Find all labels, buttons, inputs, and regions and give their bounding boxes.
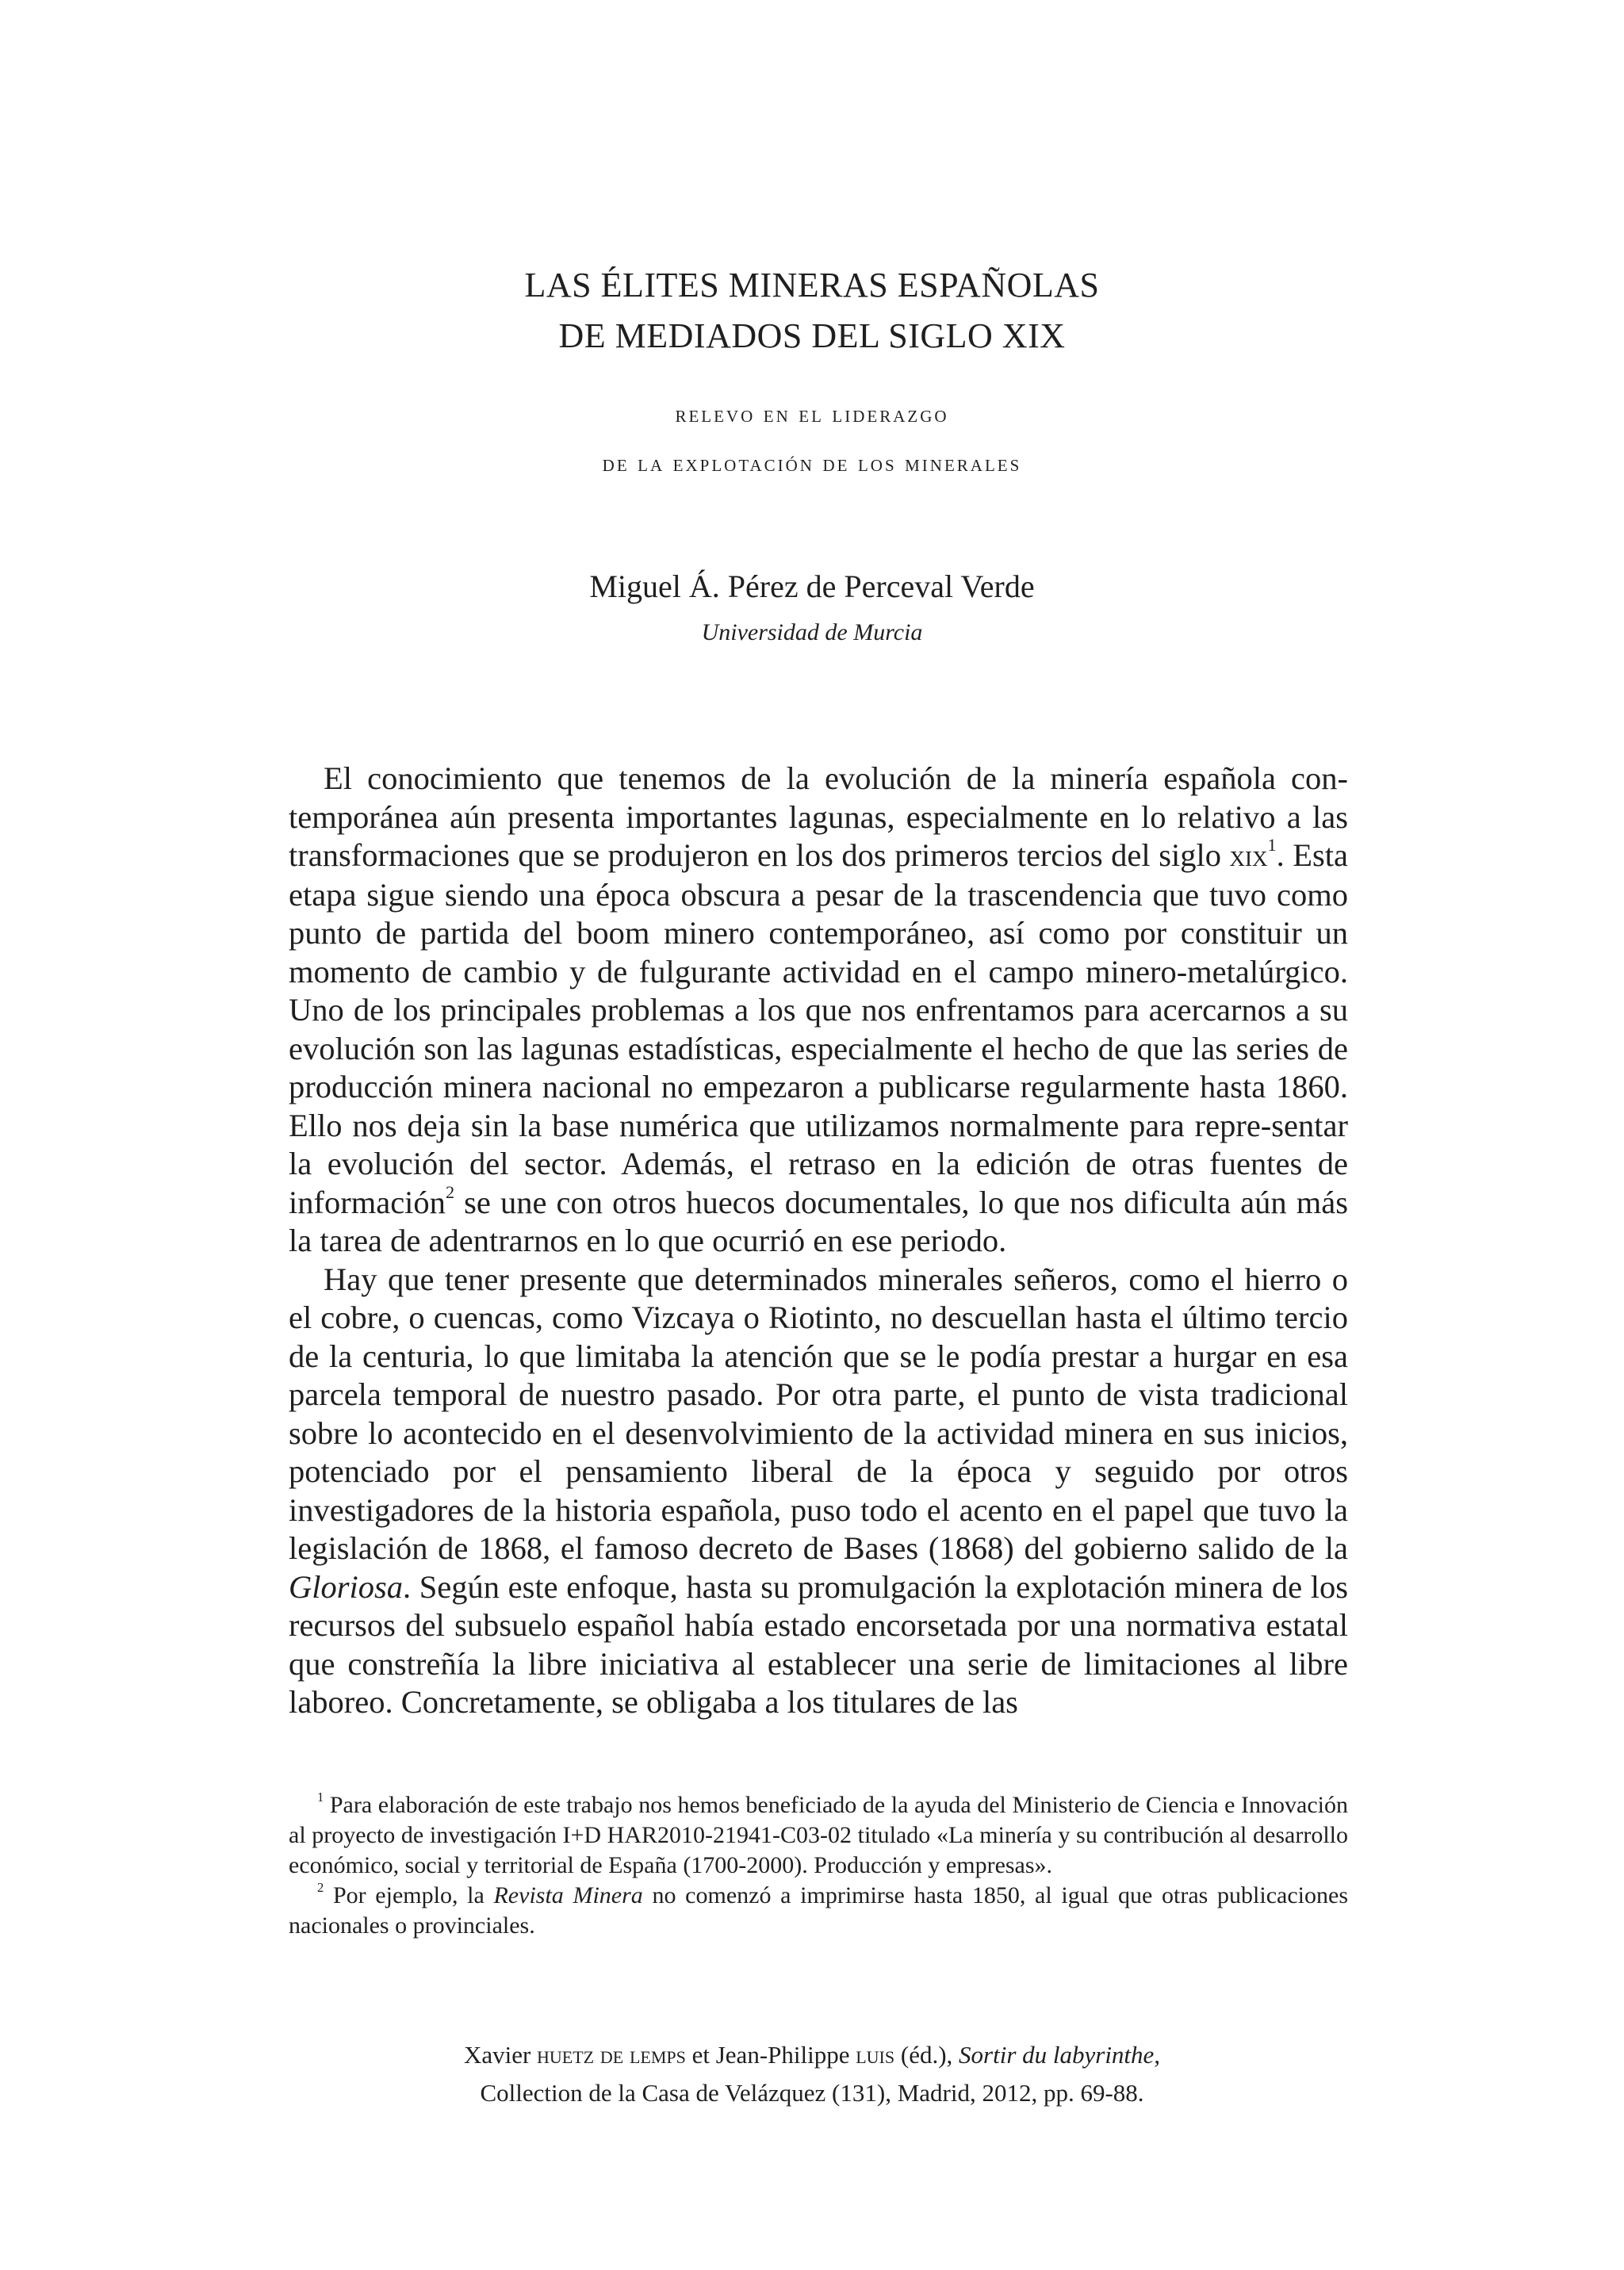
paragraph-2-part-a: Hay que tener presente que determinados minerales señeros, como el hierro o el cobre, o cuencas, como Vizcaya o Riotinto, no descuellan hasta el último tercio de la centuria, lo que limitaba la atención que se le podía prestar a hurgar en esa parcela temporal de nuestro pasado. Por otra parte, el punto de vista tradicional sobre lo acontecido en el desenvolvimiento de la actividad minera en sus inicios, potenciado por el pensamiento liberal de la época y seguido por otros investigadores de la historia española, puso todo el acento en el papel que tuvo la legislación de 1868, el famoso decreto de Bases (1868) del gobierno salido de la (289, 1261, 1348, 1566)
footnotes (289, 1790, 1348, 1941)
editor-1-surname: huetz de lemps (537, 2041, 686, 2069)
footnote-2-part-a: Por ejemplo, la (324, 1882, 494, 1908)
century-small-caps: xix (1229, 840, 1268, 873)
article-subtitle (0, 390, 1624, 488)
source-citation (0, 2036, 1624, 2112)
paragraph-1 (289, 760, 1348, 1261)
author-name: Miguel Á. Pérez de Perceval Verde (589, 568, 1035, 604)
footnote-1-text: Para elaboración de este trabajo nos hemos beneficiado de la ayuda del Ministerio de Ciencia e Innovación al proyecto de investigación I+D HAR2010-21941-C03-02 titulado «La minería y su contribución al desarrollo económico, social y territorial de España (1700-2000). Producción y empresas». (289, 1792, 1348, 1878)
paragraph-1-part-a: El conocimiento que tenemos de la evolución de la minería española con-temporánea aún presenta importantes lagunas, especialmente en lo relativo a las transformaciones que se produjeron en los dos primeros tercios del siglo (289, 760, 1348, 873)
subtitle-line-2: de la explotación de los minerales (602, 450, 1022, 477)
footnote-ref-2[interactable]: 2 (445, 1181, 455, 1202)
editor-2-surname: luis (856, 2041, 895, 2069)
paragraph-2-part-b: . Según este enfoque, hasta su promulgación la explotación minera de los recursos del subsuelo español había estado encorsetada por una normativa estatal que constreñía la libre iniciativa al establecer una serie de limitaciones al libre laboreo. Concretamente, se obligaba a los titulares de las (289, 1568, 1348, 1720)
title-line-1: LAS ÉLITES MINERAS ESPAÑOLAS (524, 266, 1100, 304)
body-text (289, 760, 1348, 1722)
footnote-2-number: 2 (317, 1879, 324, 1895)
book-title: Sortir du labyrinthe, (959, 2041, 1161, 2069)
title-line-2: DE MEDIADOS DEL SIGLO XIX (558, 316, 1066, 355)
editor-1-first-name: Xavier (463, 2041, 538, 2069)
author-affiliation: Universidad de Murcia (701, 619, 923, 645)
footnote-1 (289, 1790, 1348, 1881)
footnote-2 (289, 1881, 1348, 1941)
footnote-1-number: 1 (317, 1789, 324, 1805)
editor-2-first-name: et Jean-Philippe (685, 2041, 856, 2069)
footnote-2-part-b: no comenzó a imprimirse hasta 1850, al igual que otras publicaciones nacionales o provinciales. (289, 1882, 1348, 1939)
paragraph-1-part-b: . Esta etapa sigue siendo una época obscura a pesar de la trascendencia que tuvo como punto de partida del boom minero contemporáneo, así como por constituir un momento de cambio y de fulgurante actividad en el campo minero-metalúrgico. Uno de los principales problemas a los que nos enfrentamos para acercarnos a su evolución son las lagunas estadísticas, especialmente el hecho de que las series de producción minera nacional no empezaron a publicarse regularmente hasta 1860. Ello nos deja sin la base numérica que utilizamos normalmente para repre-sentar la evolución del sector. Además, el retraso en la edición de otras fuentes de información (289, 837, 1349, 1220)
gloriosa-italic: Gloriosa (289, 1568, 404, 1605)
footnote-ref-1[interactable]: 1 (1267, 835, 1277, 856)
revista-minera-italic: Revista Minera (493, 1882, 643, 1908)
paragraph-2 (289, 1261, 1348, 1722)
paragraph-1-part-c: se une con otros huecos documentales, lo que nos dificulta aún más la tarea de adentrarnos en lo que ocurrió en ese periodo. (289, 1184, 1348, 1258)
citation-line-2: Collection de la Casa de Velázquez (131), Madrid, 2012, pp. 69-88. (480, 2079, 1144, 2107)
subtitle-line-1: relevo en el liderazgo (675, 401, 949, 427)
citation-line-1 (0, 2036, 1624, 2074)
article-title (0, 260, 1624, 362)
editors-marker: (éd.), (894, 2041, 959, 2069)
